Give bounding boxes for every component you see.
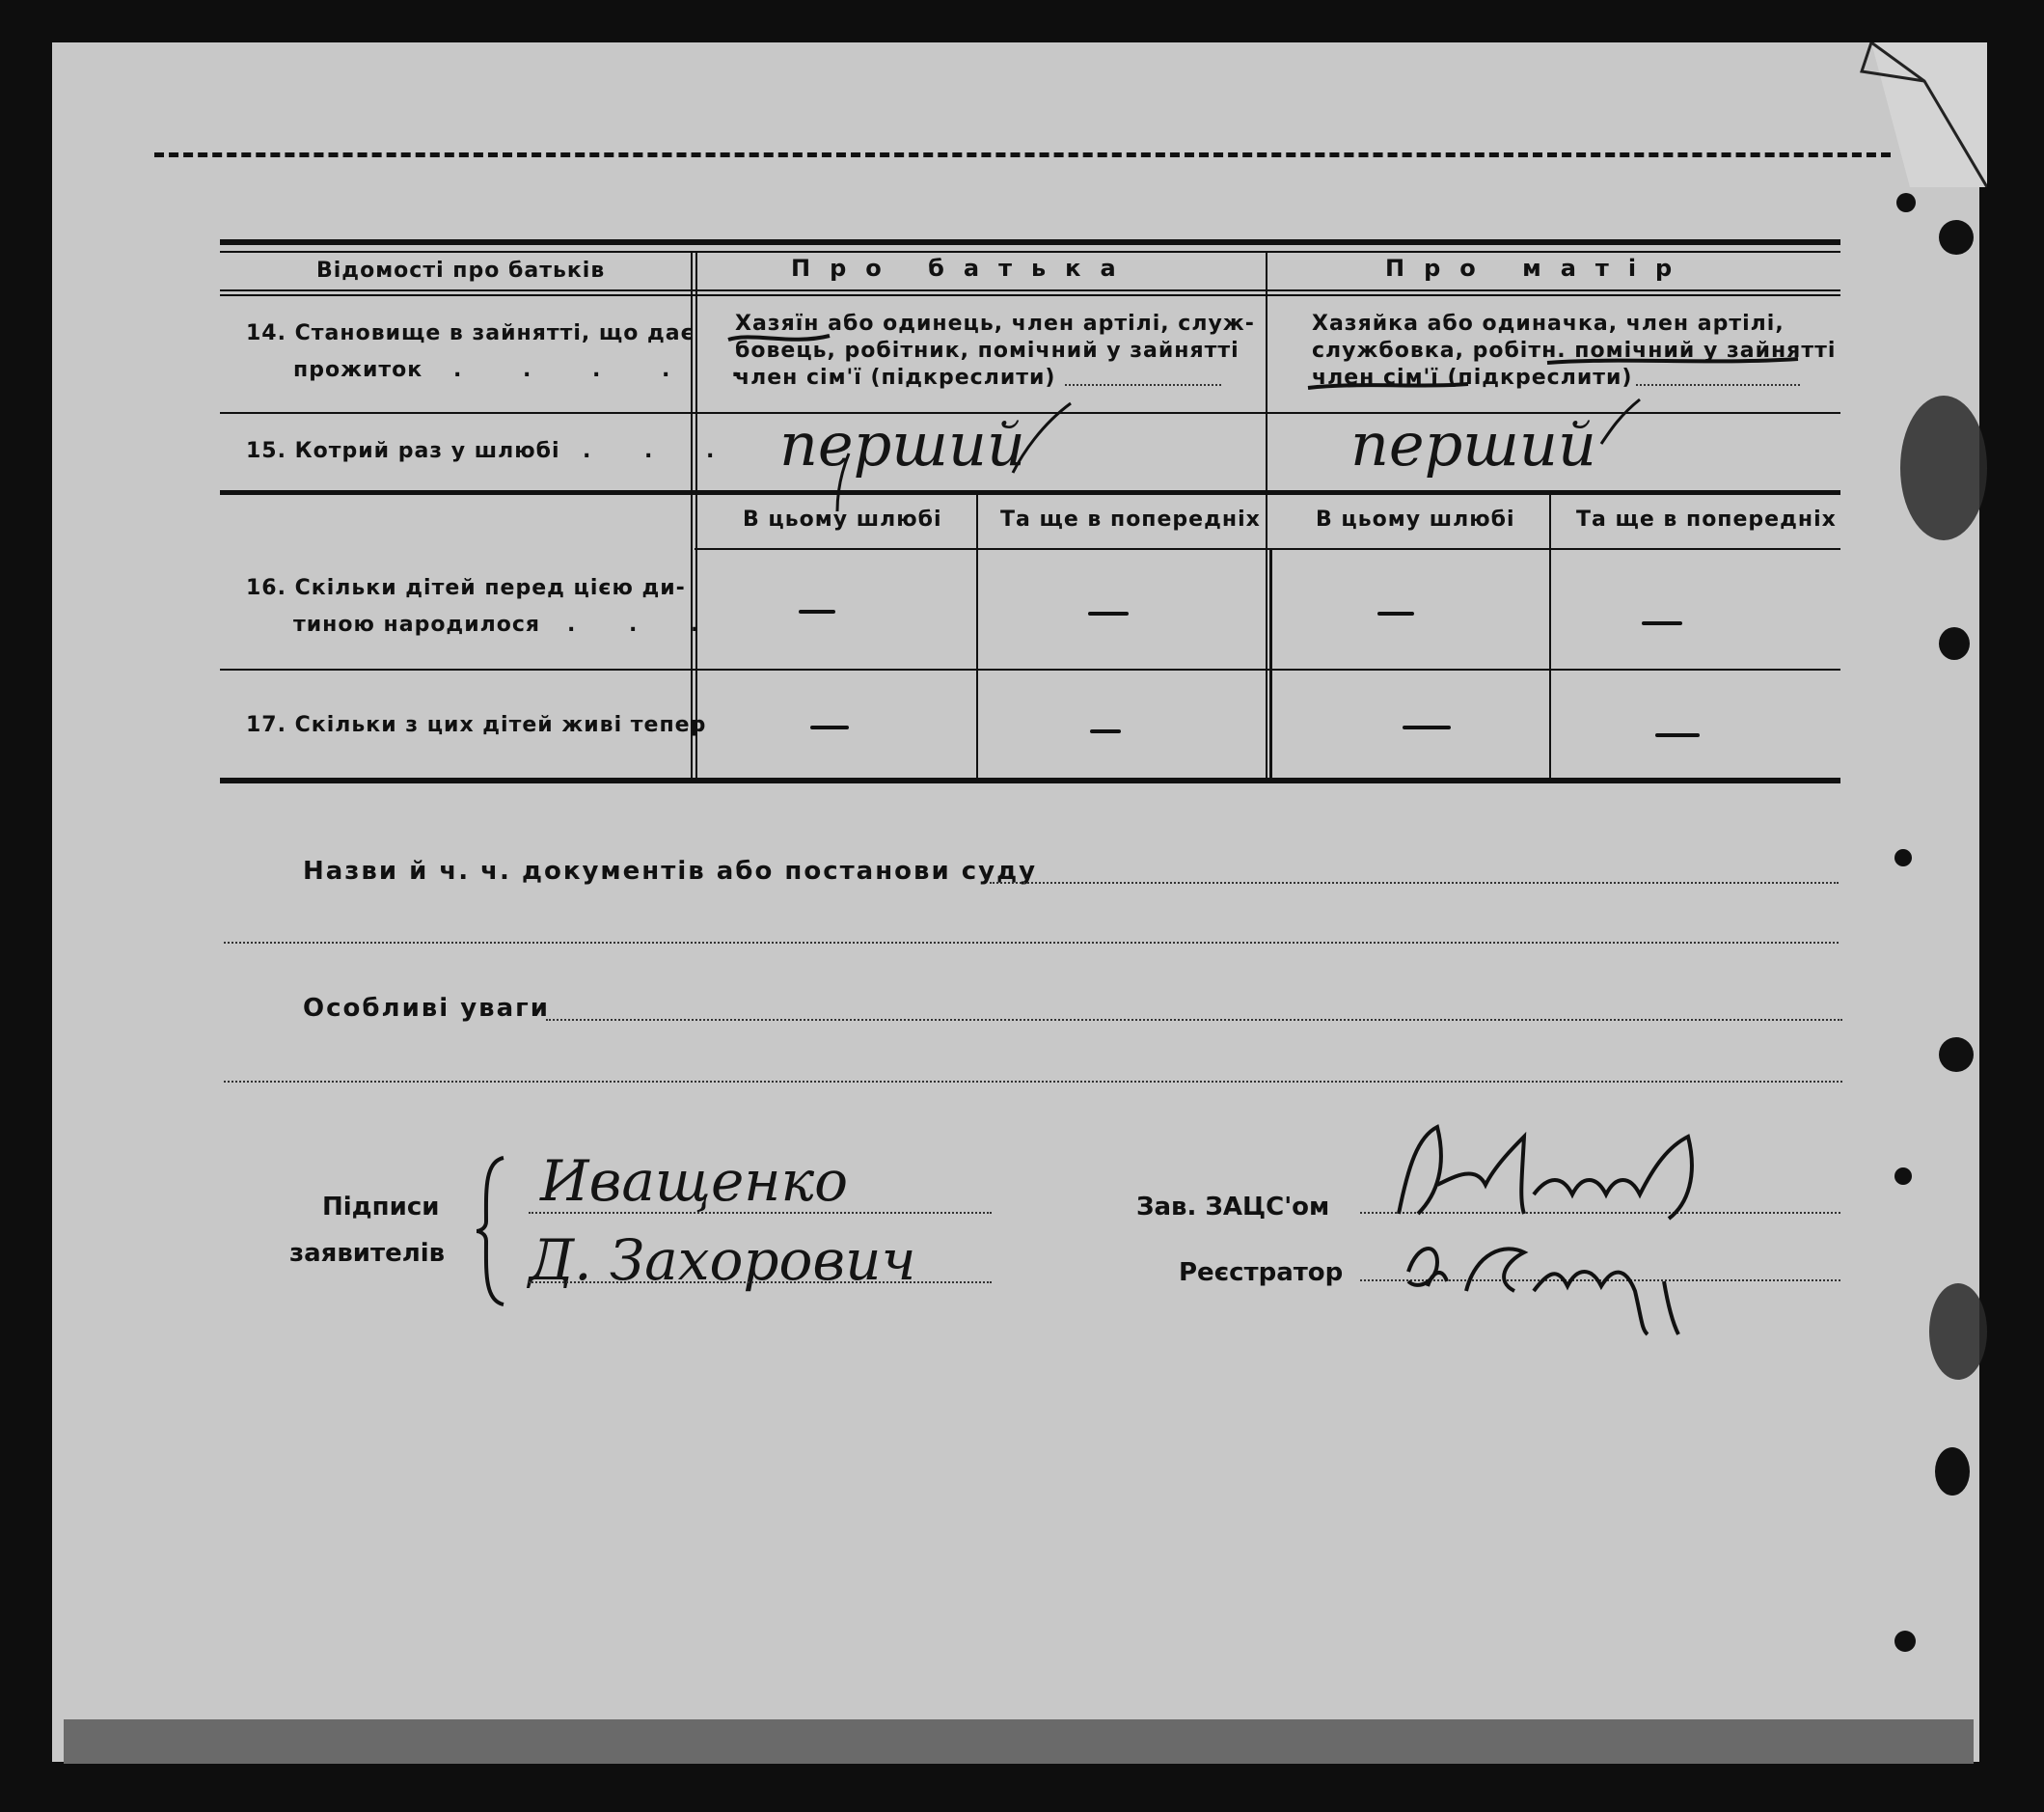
document-sheet (52, 42, 1979, 1762)
row17-father-this-dash (810, 726, 849, 729)
row14-dots: . . . . . (453, 358, 767, 382)
father-option-1: Хазяїн або одинець, член артілі, служ- (735, 312, 1255, 336)
father-pen-stroke (830, 396, 1119, 521)
row17-father-prev-dash (1090, 729, 1121, 733)
row14-label-1: 14. Становище в зайнятті, що дає (246, 321, 695, 345)
applicants-label-1: Підписи (322, 1193, 440, 1222)
table-top-rule (220, 239, 1840, 245)
documents-label: Назви й ч. ч. документів або постанови суду (303, 857, 1038, 886)
subheader-rule (695, 548, 1840, 550)
header-info: Відомості про батьків (316, 259, 606, 283)
row16-father-prev-dash (1088, 612, 1129, 616)
father-option-2: бовець, робітник, помічний у зайнятті (735, 339, 1240, 363)
small-hole (1894, 1167, 1912, 1185)
col-divider-2b (1269, 550, 1272, 780)
row16-dots: . . . (567, 613, 722, 637)
row14-label-2: прожиток (293, 358, 423, 382)
documents-fill-line (990, 882, 1839, 884)
col-divider-father-sub (976, 494, 978, 780)
applicants-label-2: заявителів (289, 1239, 446, 1268)
row16-rule (220, 669, 1840, 671)
small-hole (1894, 1631, 1916, 1652)
mother-option-1: Хазяйка або одиначка, член артілі, (1312, 312, 1785, 336)
father-option-3: член сім'ї (підкреслити) (735, 366, 1056, 390)
row15-dots: . . . (583, 439, 738, 463)
subheader-father-this: В цьому шлюбі (743, 508, 942, 532)
row15-label: 15. Котрий раз у шлюбі (246, 439, 560, 463)
remarks-fill-line (546, 1019, 1842, 1021)
subheader-mother-this: В цьому шлюбі (1316, 508, 1515, 532)
perforation-line (154, 152, 1891, 157)
binder-hole (1939, 627, 1970, 660)
table-bottom-rule (220, 778, 1840, 783)
mother-option-3: член сім'ї (підкреслити) (1312, 366, 1633, 390)
ink-stain (1900, 396, 1987, 540)
applicant1-line (529, 1212, 992, 1214)
header-rule (220, 289, 1840, 291)
header-rule-2 (220, 294, 1840, 296)
row17-mother-prev-dash (1655, 733, 1700, 737)
registrar-label: Реєстратор (1179, 1258, 1344, 1287)
header-father: Про батька (791, 255, 1135, 282)
mother-pen-stroke (1543, 396, 1659, 453)
ink-stain (1929, 1283, 1987, 1380)
father-marriage-count: перший (779, 409, 1025, 480)
col-divider-2 (1266, 253, 1267, 780)
remarks-fill-line-2 (224, 1081, 1842, 1083)
col-divider-mother-sub (1549, 494, 1551, 780)
row17-label: 17. Скільки з цих дітей живі тепер (246, 713, 707, 737)
father-fill-dots (1065, 384, 1221, 386)
row16-mother-prev-dash (1642, 621, 1682, 625)
row16-father-this-dash (799, 610, 835, 614)
row16-label-2: тиною народилося (293, 613, 541, 637)
mother-marriage-count: перший (1350, 409, 1596, 480)
table-top-rule-thin (220, 251, 1840, 253)
subheader-mother-prev: Та ще в попередніх (1576, 508, 1837, 532)
remarks-label: Особливі уваги (303, 994, 550, 1023)
registrar-signature (1389, 1214, 1707, 1339)
mother-underline-mark (1304, 355, 1806, 394)
binder-hole (1939, 220, 1974, 255)
applicant1-signature: Иващенко (540, 1148, 849, 1214)
binder-hole (1935, 1447, 1970, 1496)
applicant2-signature: Д. Захорович (529, 1227, 916, 1293)
father-underline-mark (723, 328, 839, 347)
small-hole (1894, 849, 1912, 866)
documents-fill-line-2 (224, 942, 1839, 944)
row16-label-1: 16. Скільки дітей перед цією ди- (246, 576, 686, 600)
head-label: Зав. ЗАЦС'ом (1136, 1193, 1330, 1222)
header-mother: Про матір (1385, 255, 1692, 282)
subheader-father-prev: Та ще в попередніх (1000, 508, 1261, 532)
applicant2-line (529, 1281, 992, 1283)
col-divider-1b (695, 253, 697, 780)
row17-mother-this-dash (1403, 726, 1451, 729)
small-hole (1896, 193, 1916, 212)
mother-option-2: службовка, робітн. помічний у зайнятті (1312, 339, 1837, 363)
applicants-brace (473, 1154, 511, 1308)
row16-mother-this-dash (1377, 612, 1414, 616)
sheet-edge (64, 1719, 1974, 1764)
folded-corner (1852, 42, 1987, 187)
binder-hole (1939, 1037, 1974, 1072)
